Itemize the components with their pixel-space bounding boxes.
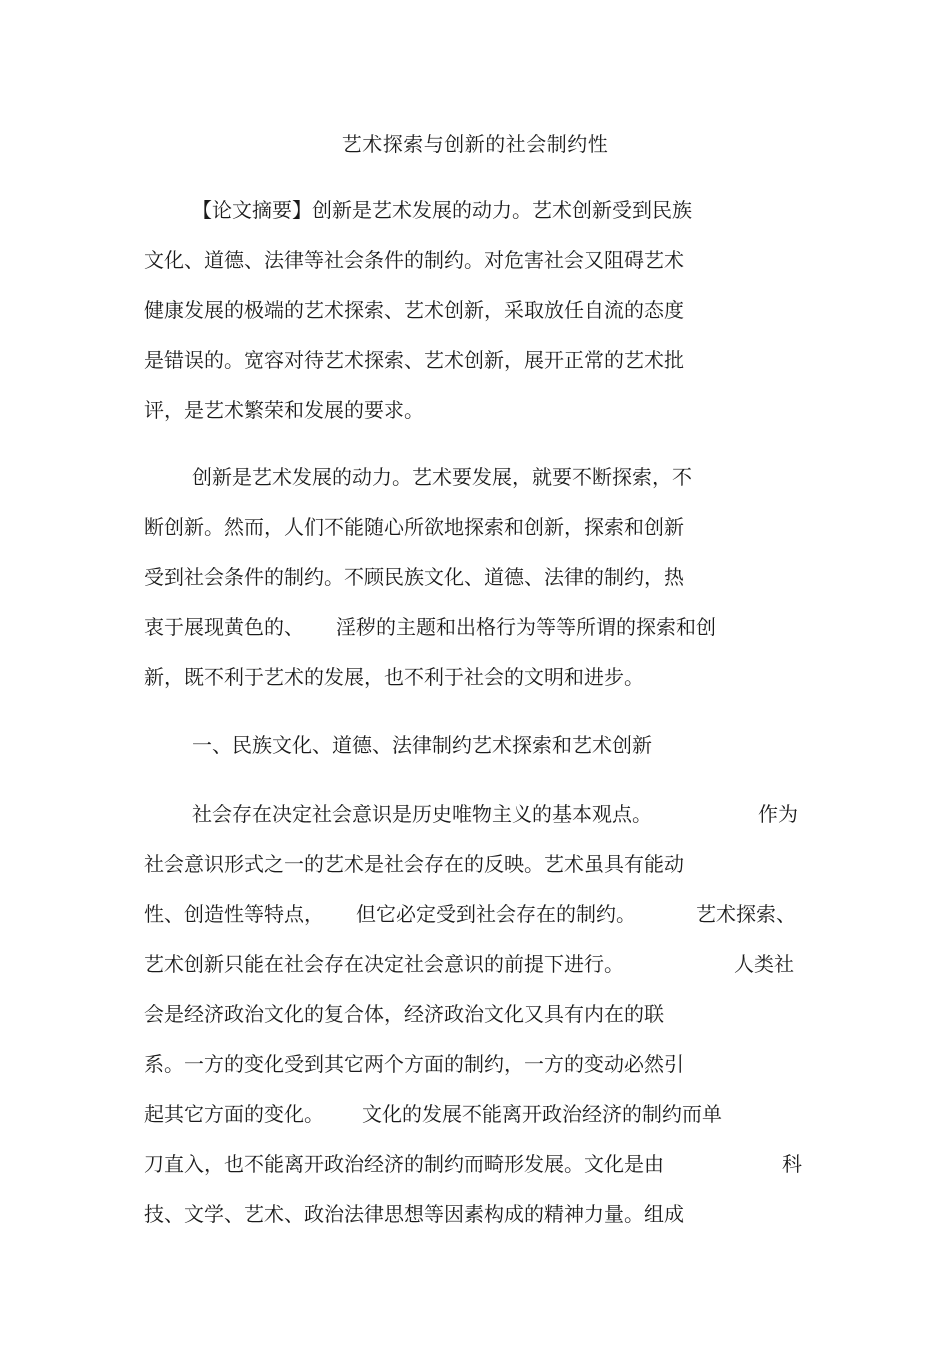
body-line-segment: 起其它方面的变化。 (144, 1102, 324, 1126)
body-line: 系。一方的变化受到其它两个方面的制约，一方的变动必然引 (144, 1052, 684, 1076)
body-line-segment: 作为 (758, 802, 798, 826)
intro-line: 受到社会条件的制约。不顾民族文化、道德、法律的制约，热 (144, 565, 684, 589)
intro-line: 创新是艺术发展的动力。艺术要发展，就要不断探索，不 (192, 465, 692, 489)
body-line-segment: 艺术探索、 (696, 902, 796, 926)
abstract-line: 是错误的。宽容对待艺术探索、艺术创新，展开正常的艺术批 (144, 348, 684, 372)
intro-line-segment: 衷于展现黄色的、 (144, 615, 304, 639)
body-line-segment: 人类社 (734, 952, 794, 976)
section-heading: 一、民族文化、道德、法律制约艺术探索和艺术创新 (192, 733, 652, 757)
body-line-segment: 科 (782, 1152, 802, 1176)
body-line-segment: 性、创造性等特点， (144, 902, 324, 926)
intro-line: 新，既不利于艺术的发展，也不利于社会的文明和进步。 (144, 665, 644, 689)
abstract-line: 评，是艺术繁荣和发展的要求。 (144, 398, 424, 422)
body-line-segment: 文化的发展不能离开政治经济的制约而单 (362, 1102, 722, 1126)
abstract-line: 【论文摘要】创新是艺术发展的动力。艺术创新受到民族 (192, 198, 692, 222)
body-line-segment: 艺术创新只能在社会存在决定社会意识的前提下进行。 (144, 952, 624, 976)
intro-line: 断创新。然而，人们不能随心所欲地探索和创新，探索和创新 (144, 515, 684, 539)
body-line-segment: 刀直入，也不能离开政治经济的制约而畸形发展。文化是由 (144, 1152, 664, 1176)
body-line-segment: 但它必定受到社会存在的制约。 (356, 902, 636, 926)
body-line: 技、文学、艺术、政治法律思想等因素构成的精神力量。组成 (144, 1202, 684, 1226)
body-line: 社会意识形式之一的艺术是社会存在的反映。艺术虽具有能动 (144, 852, 684, 876)
document-title: 艺术探索与创新的社会制约性 (341, 132, 609, 156)
abstract-line: 文化、道德、法律等社会条件的制约。对危害社会又阻碍艺术 (144, 248, 684, 272)
body-line-segment: 社会存在决定社会意识是历史唯物主义的基本观点。 (192, 802, 652, 826)
abstract-line: 健康发展的极端的艺术探索、艺术创新，采取放任自流的态度 (144, 298, 684, 322)
intro-line-segment: 淫秽的主题和出格行为等等所谓的探索和创 (336, 615, 716, 639)
body-line: 会是经济政治文化的复合体，经济政治文化又具有内在的联 (144, 1002, 664, 1026)
